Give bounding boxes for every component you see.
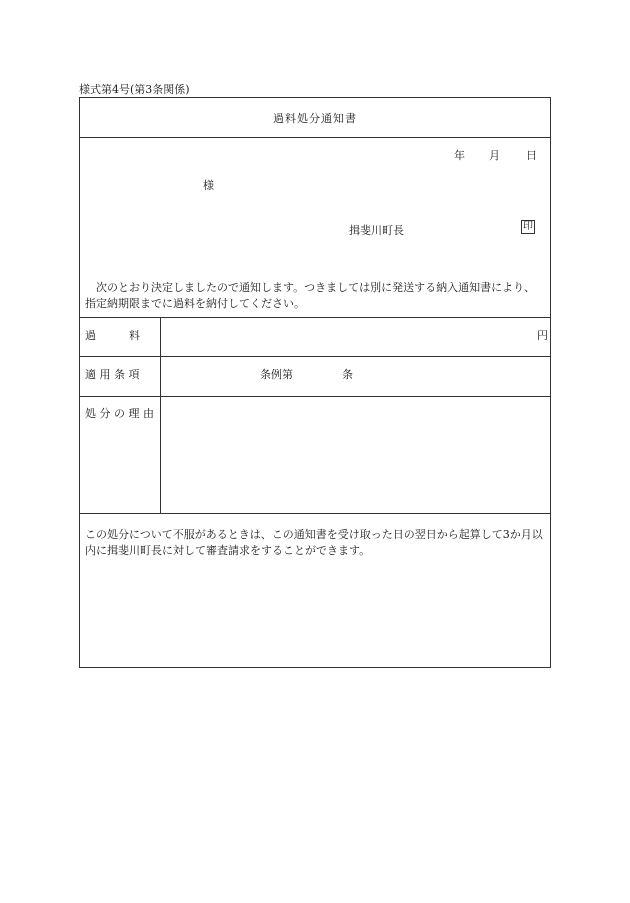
column-divider [160,317,161,513]
date-year-label: 年 [454,149,465,162]
article-suffix: 条 [342,368,353,381]
applicable-article-label: 適 用 条 項 [85,368,140,381]
appeal-notice: この処分について不服があるときは、この通知書を受け取った日の翌日から起算して3か月以内に揖斐川町長に対して審査請求をすることができます。 [85,528,543,557]
divider [80,137,550,138]
date-month-label: 月 [489,149,500,162]
disposition-reason-label: 処 分 の 理 由 [85,407,154,420]
intro-paragraph: 次のとおり決定しましたので通知します。つきましては別に発送する納入通知書により、指定納期限までに過料を納付してください。 [85,281,536,310]
addressee-suffix: 様 [203,179,214,192]
ordinance-prefix: 条例第 [260,368,293,381]
issuer-name: 揖斐川町長 [349,224,404,237]
fine-label: 過 料 [85,329,140,342]
form-number-label: 様式第4号(第3条関係) [79,83,190,96]
date-day-label: 日 [526,149,537,162]
divider [80,356,550,357]
notice-form [79,97,551,668]
document-title: 過料処分通知書 [273,112,357,125]
divider [80,396,550,397]
divider [80,513,550,514]
seal-mark: 印 [523,221,533,232]
fine-unit: 円 [537,329,548,342]
divider [80,317,550,318]
